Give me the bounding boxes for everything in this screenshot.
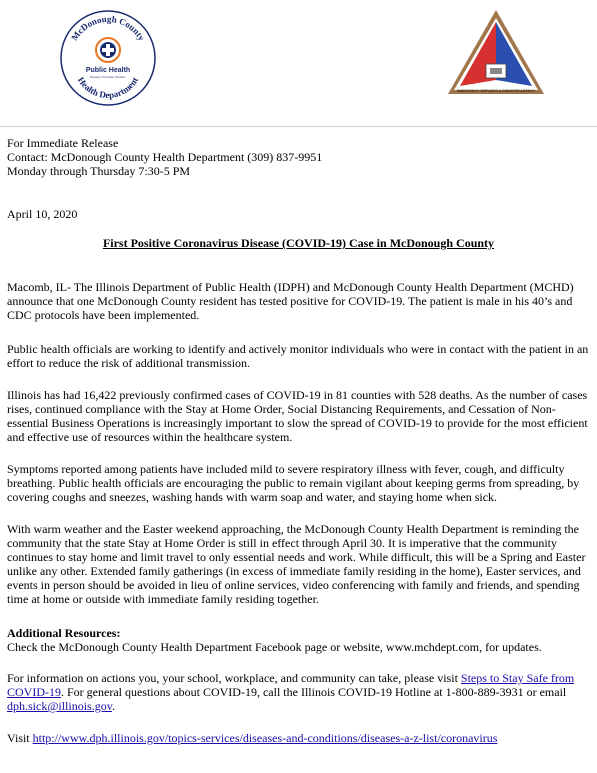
release-date: April 10, 2020 [7,207,78,221]
mcdonough-health-department-logo [58,8,158,108]
logo-ring-text-top: McDonough County [69,13,147,43]
info-paragraph [7,671,589,713]
logo-ring-text-bottom: Health Department [75,75,141,101]
paragraph-statistics: Illinois has had 16,422 previously confirmed cases of COVID-19 in 81 counties with 528 deaths. As the number of cases rises, continued compliance with the Stay at Home Order, Social Distancing Requirements, and Cessation of Non-essential Business Operations is increasingly important to slow the spread of COVID-19 to provide for the most efficient and effective use of resources within the healthcare system. [7,388,588,444]
paragraph-easter-guidance: With warm weather and the Easter weekend approaching, the McDonough County Health Department is reminding the community that the state Stay at Home Order is still in effect through April 30. It is imperative that the community continues to stay home and limit travel to only essential needs and work. While difficult, this will be a Spring and Easter unlike any other. Extended family gatherings (in excess of immediate family residing in the home), Easter services, and events in person should be avoided in lieu of online services, video conferencing with family and friends, and spending time at home or outside with immediate family residing together. [7,522,586,606]
header-divider [0,126,597,127]
esda-triangle-logo [446,8,546,96]
paragraph-announcement: Macomb, IL- The Illinois Department of Public Health (IDPH) and McDonough County Health Department (MCHD) announce that one McDonough County resident has tested positive for COVID-19. The patient is male in his 40’s and CDC protocols have been implemented. [7,280,574,322]
contact-line: Contact: McDonough County Health Department (309) 837-9951 [7,150,323,164]
paragraph-symptoms: Symptoms reported among patients have included mild to severe respiratory illness with fever, cough, and difficulty breathing. Public health officials are encouraging the public to remain vigilant about keeping germs from spreading, by covering coughs and sneezes, washing hands with warm soap and water, and staying home when sick. [7,462,580,504]
info-post: . [111,699,115,713]
resources-heading: Additional Resources: [7,626,121,640]
release-contact-block [7,136,589,178]
dph-sick-email-link[interactable]: dph.sick@illinois.gov [7,699,112,713]
headline: First Positive Coronavirus Disease (COVID-19) Case in McDonough County [102,236,495,250]
release-line: For Immediate Release [7,136,119,150]
steps-to-stay-safe-link[interactable]: Steps to Stay Safe from COVID-19 [7,671,575,699]
coronavirus-info-link[interactable]: http://www.dph.illinois.gov/topics-services/diseases-and-conditions/diseases-a-z-list/coronavirus [32,731,498,745]
visit-paragraph [7,731,589,745]
info-mid: . For general questions about COVID-19, call the Illinois COVID-19 Hotline at 1-800-889-3931 or email [61,685,567,699]
esda-logo-text: EMERGENCY SERVICES & DISASTER AGENCY [456,89,536,93]
logo-center-text: Public Health [85,67,131,74]
logo-center-subtext: Prevent. Promote. Protect. [90,75,126,79]
info-pre: For information on actions you, your school, workplace, and community can take, please visit [7,671,461,685]
hours-line: Monday through Thursday 7:30-5 PM [7,164,191,178]
visit-pre: Visit [7,731,33,745]
paragraph-contact-tracing: Public health officials are working to identify and actively monitor individuals who were in contact with the patient in an effort to reduce the risk of additional transmission. [7,342,589,370]
additional-resources [7,626,589,654]
resources-text: Check the McDonough County Health Department Facebook page or website, www.mchdept.com, for updates. [7,640,542,654]
